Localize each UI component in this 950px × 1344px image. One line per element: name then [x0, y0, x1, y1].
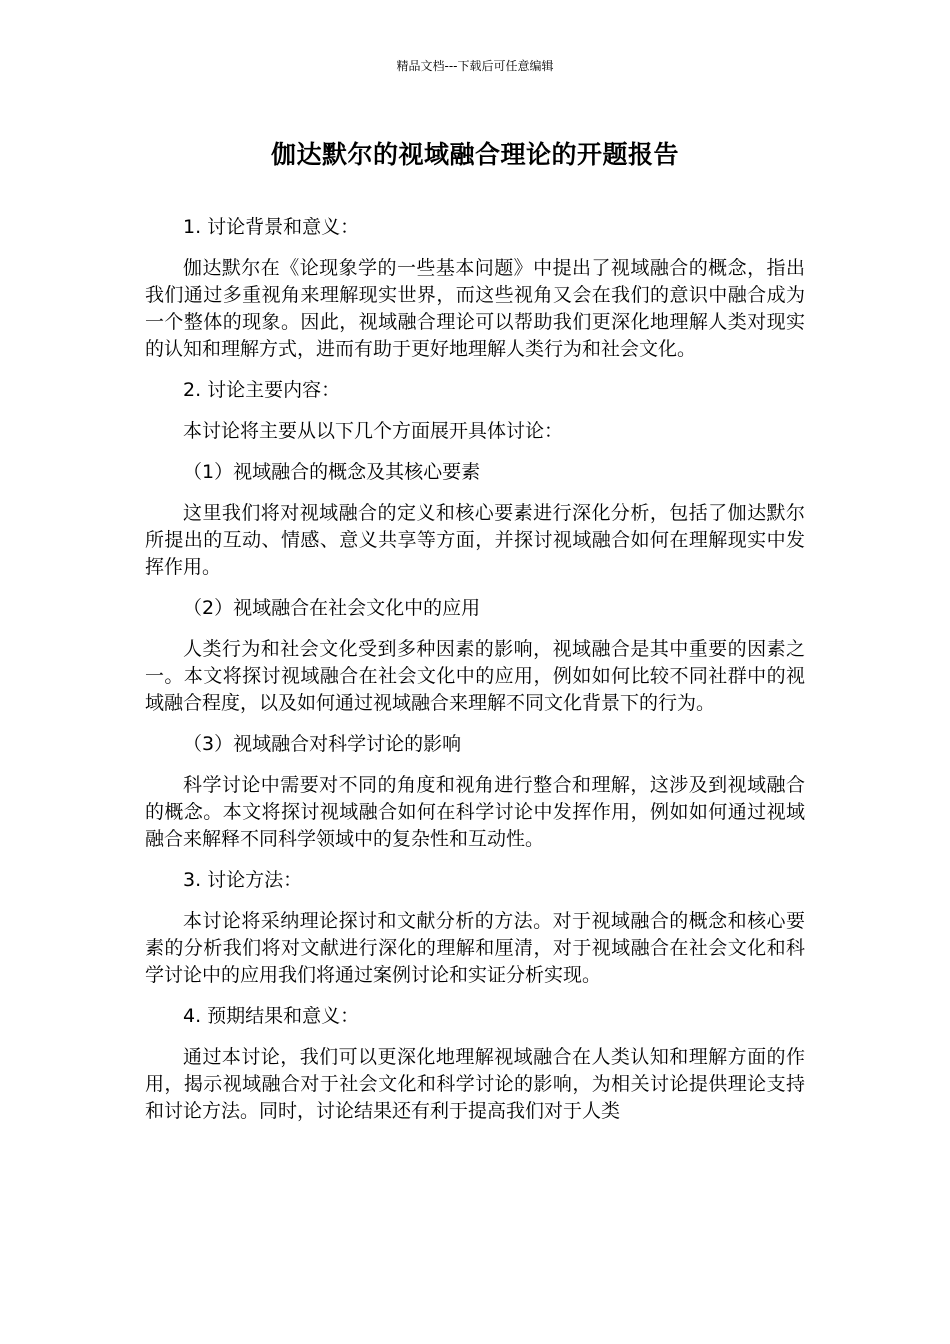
subsection-heading-social-culture: （2）视域融合在社会文化中的应用 [183, 597, 481, 619]
paragraph-main-content-intro: 本讨论将主要从以下几个方面展开具体讨论： [183, 420, 564, 442]
subsection-heading-science: （3）视域融合对科学讨论的影响 [183, 733, 462, 755]
paragraph-concept: 这里我们将对视域融合的定义和核心要素进行深化分析，包括了伽达默尔所提出的互动、情感、意义共享等方面，并探讨视域融合如何在理解现实中发挥作用。 [145, 502, 805, 578]
paragraph-science: 科学讨论中需要对不同的角度和视角进行整合和理解，这涉及到视域融合的概念。本文将探讨视域融合如何在科学讨论中发挥作用，例如如何通过视域融合来解释不同科学领域中的复杂性和互动性。 [145, 774, 805, 850]
paragraph-method: 本讨论将采纳理论探讨和文献分析的方法。对于视域融合的概念和核心要素的分析我们将对文献进行深化的理解和厘清，对于视域融合在社会文化和科学讨论中的应用我们将通过案例讨论和实证分析实现。 [145, 910, 805, 986]
page-header-note: 精品文档---下载后可任意编辑 [396, 59, 554, 73]
section-heading-background: 1. 讨论背景和意义： [183, 216, 360, 238]
subsection-heading-concept: （1）视域融合的概念及其核心要素 [183, 461, 481, 483]
paragraph-social-culture: 人类行为和社会文化受到多种因素的影响，视域融合是其中重要的因素之一。本文将探讨视域融合在社会文化中的应用，例如如何比较不同社群中的视域融合程度，以及如何通过视域融合来理解不同文化背景下的行为。 [145, 638, 805, 714]
document-body [145, 214, 805, 1139]
section-heading-expected-results: 4. 预期结果和意义： [183, 1005, 360, 1027]
section-heading-method: 3. 讨论方法： [183, 869, 303, 891]
section-heading-main-content: 2. 讨论主要内容： [183, 379, 341, 401]
document-title: 伽达默尔的视域融合理论的开题报告 [270, 140, 679, 169]
paragraph-background: 伽达默尔在《论现象学的一些基本问题》中提出了视域融合的概念，指出我们通过多重视角来理解现实世界，而这些视角又会在我们的意识中融合成为一个整体的现象。因此，视域融合理论可以帮助我们更深化地理解人类对现实的认知和理解方式，进而有助于更好地理解人类行为和社会文化。 [145, 257, 805, 360]
paragraph-expected-results: 通过本讨论，我们可以更深化地理解视域融合在人类认知和理解方面的作用，揭示视域融合对于社会文化和科学讨论的影响，为相关讨论提供理论支持和讨论方法。同时，讨论结果还有利于提高我们对于人类 [145, 1046, 805, 1122]
